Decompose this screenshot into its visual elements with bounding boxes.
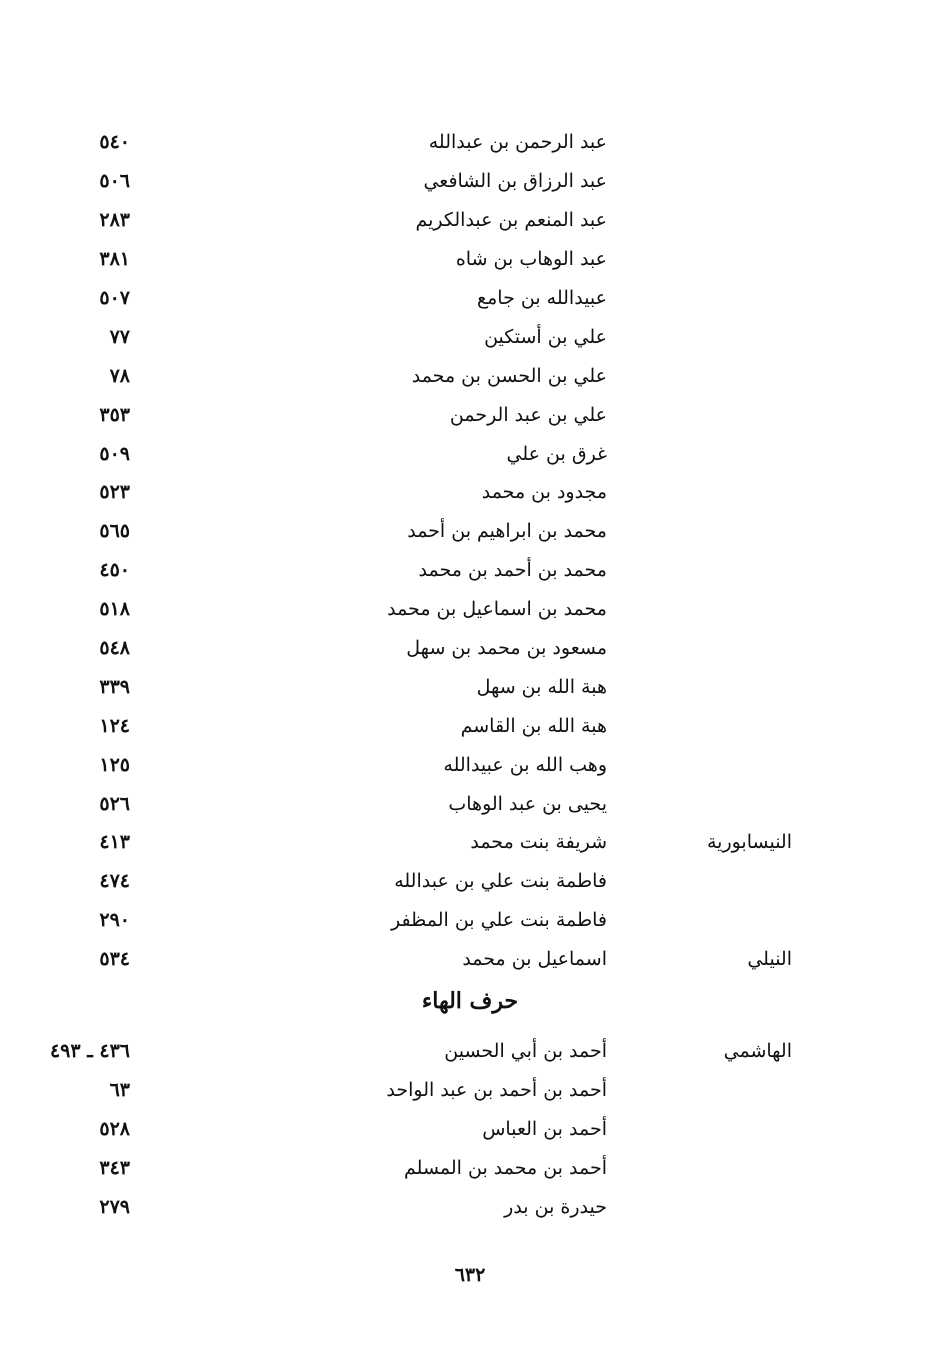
entry-name: أحمد بن محمد بن المسلم bbox=[404, 1157, 607, 1180]
entry-name: فاطمة بنت علي بن عبدالله bbox=[394, 870, 607, 893]
entry-page-ref: ٦٣ bbox=[109, 1079, 130, 1102]
page-number: ٦٣٢ bbox=[454, 1264, 486, 1286]
entry-name: عبيدالله بن جامع bbox=[477, 287, 607, 309]
index-entry bbox=[0, 123, 940, 162]
entry-name: أحمد بن أبي الحسين bbox=[444, 1040, 607, 1063]
index-entry bbox=[0, 901, 940, 940]
entry-page-ref: ١٢٥ bbox=[99, 753, 130, 776]
entry-page-ref: ٥٣٤ bbox=[99, 948, 130, 971]
entry-name: محمد بن ابراهيم بن أحمد bbox=[407, 520, 607, 543]
entry-page-ref: ٤٧٤ bbox=[99, 870, 130, 893]
entry-name: فاطمة بنت علي بن المظفر bbox=[391, 909, 607, 932]
entry-page-ref: ٧٧ bbox=[109, 325, 130, 348]
entry-page-ref: ٥٦٥ bbox=[99, 520, 130, 543]
entry-nisba: الهاشمي bbox=[723, 1040, 792, 1063]
entry-page-ref: ٥٠٧ bbox=[99, 287, 130, 309]
entry-name: عبد الوهاب بن شاه bbox=[455, 248, 607, 271]
index-entry bbox=[0, 317, 940, 356]
entry-nisba: النيلي bbox=[747, 948, 792, 971]
entry-page-ref: ٤٣٦ ـ ٤٩٣ bbox=[49, 1040, 130, 1063]
entry-page-ref: ٥٤٨ bbox=[99, 637, 130, 660]
entry-page-ref: ٥٢٦ bbox=[99, 792, 130, 815]
entry-name: محمد بن اسماعيل بن محمد bbox=[387, 598, 607, 621]
entry-page-ref: ٥٢٨ bbox=[99, 1118, 130, 1141]
index-entry bbox=[0, 1188, 940, 1227]
entry-name: مجدود بن محمد bbox=[481, 481, 607, 504]
entry-name: أحمد بن العباس bbox=[482, 1118, 607, 1141]
entry-page-ref: ٢٨٣ bbox=[99, 209, 130, 232]
index-entry bbox=[0, 590, 940, 629]
entry-name: عبد المنعم بن عبدالكريم bbox=[415, 209, 607, 232]
entry-page-ref: ٤١٣ bbox=[99, 831, 130, 854]
entry-list-main bbox=[0, 123, 940, 979]
index-entry bbox=[0, 1110, 940, 1149]
entry-name: مسعود بن محمد بن سهل bbox=[406, 637, 607, 660]
index-entry bbox=[0, 473, 940, 512]
entry-page-ref: ٣٤٣ bbox=[99, 1157, 130, 1180]
index-entry bbox=[0, 162, 940, 201]
section-heading: حرف الهاء bbox=[421, 988, 519, 1014]
entry-name: علي بن الحسن بن محمد bbox=[411, 364, 607, 387]
index-entry bbox=[0, 784, 940, 823]
index-entry bbox=[0, 706, 940, 745]
entry-page-ref: ٥٠٦ bbox=[99, 170, 130, 193]
entry-name: يحيى بن عبد الوهاب bbox=[448, 792, 607, 815]
entry-name: علي بن أستكين bbox=[484, 325, 607, 348]
entry-page-ref: ٥٠٩ bbox=[99, 442, 130, 465]
entry-page-ref: ٥١٨ bbox=[99, 598, 130, 621]
index-entry bbox=[0, 1071, 940, 1110]
index-entry bbox=[0, 512, 940, 551]
entry-list-ha bbox=[0, 1032, 940, 1226]
entry-name: عبد الرحمن بن عبدالله bbox=[428, 131, 607, 154]
entry-page-ref: ٧٨ bbox=[109, 364, 130, 387]
entry-page-ref: ٥٤٠ bbox=[99, 131, 130, 154]
entry-name: محمد بن أحمد بن محمد bbox=[418, 559, 607, 582]
entry-name: علي بن عبد الرحمن bbox=[449, 403, 607, 426]
entry-page-ref: ٤٥٠ bbox=[99, 559, 130, 582]
index-entry bbox=[0, 434, 940, 473]
index-entry bbox=[0, 823, 940, 862]
index-entry bbox=[0, 551, 940, 590]
index-entry bbox=[0, 745, 940, 784]
index-entry bbox=[0, 629, 940, 668]
entry-page-ref: ٢٧٩ bbox=[99, 1196, 130, 1218]
index-entry bbox=[0, 240, 940, 279]
entry-page-ref: ١٢٤ bbox=[99, 714, 130, 737]
index-entry bbox=[0, 667, 940, 706]
index-entry bbox=[0, 1149, 940, 1188]
entry-page-ref: ٥٢٣ bbox=[99, 481, 130, 504]
entry-name: اسماعيل بن محمد bbox=[462, 948, 607, 971]
index-entry bbox=[0, 862, 940, 901]
index-entry bbox=[0, 940, 940, 979]
entry-page-ref: ٣٥٣ bbox=[99, 403, 130, 426]
entry-page-ref: ٢٩٠ bbox=[99, 909, 130, 932]
index-entry bbox=[0, 356, 940, 395]
entry-name: وهب الله بن عبيدالله bbox=[443, 753, 607, 776]
entry-page-ref: ٣٣٩ bbox=[99, 675, 130, 698]
entry-name: حيدرة بن بدر bbox=[504, 1196, 607, 1218]
entry-name: عبد الرزاق بن الشافعي bbox=[423, 170, 607, 193]
entry-page-ref: ٣٨١ bbox=[99, 248, 130, 271]
entry-name: هبة الله بن سهل bbox=[476, 675, 607, 698]
entry-name: أحمد بن أحمد بن عبد الواحد bbox=[386, 1079, 607, 1102]
index-entry bbox=[0, 1032, 940, 1071]
entry-name: غرق بن علي bbox=[506, 442, 607, 465]
index-entry bbox=[0, 201, 940, 240]
index-entry bbox=[0, 279, 940, 318]
entry-name: هبة الله بن القاسم bbox=[460, 714, 607, 737]
entry-nisba: النيسابورية bbox=[706, 831, 792, 854]
index-entry bbox=[0, 395, 940, 434]
entry-name: شريفة بنت محمد bbox=[470, 831, 607, 854]
